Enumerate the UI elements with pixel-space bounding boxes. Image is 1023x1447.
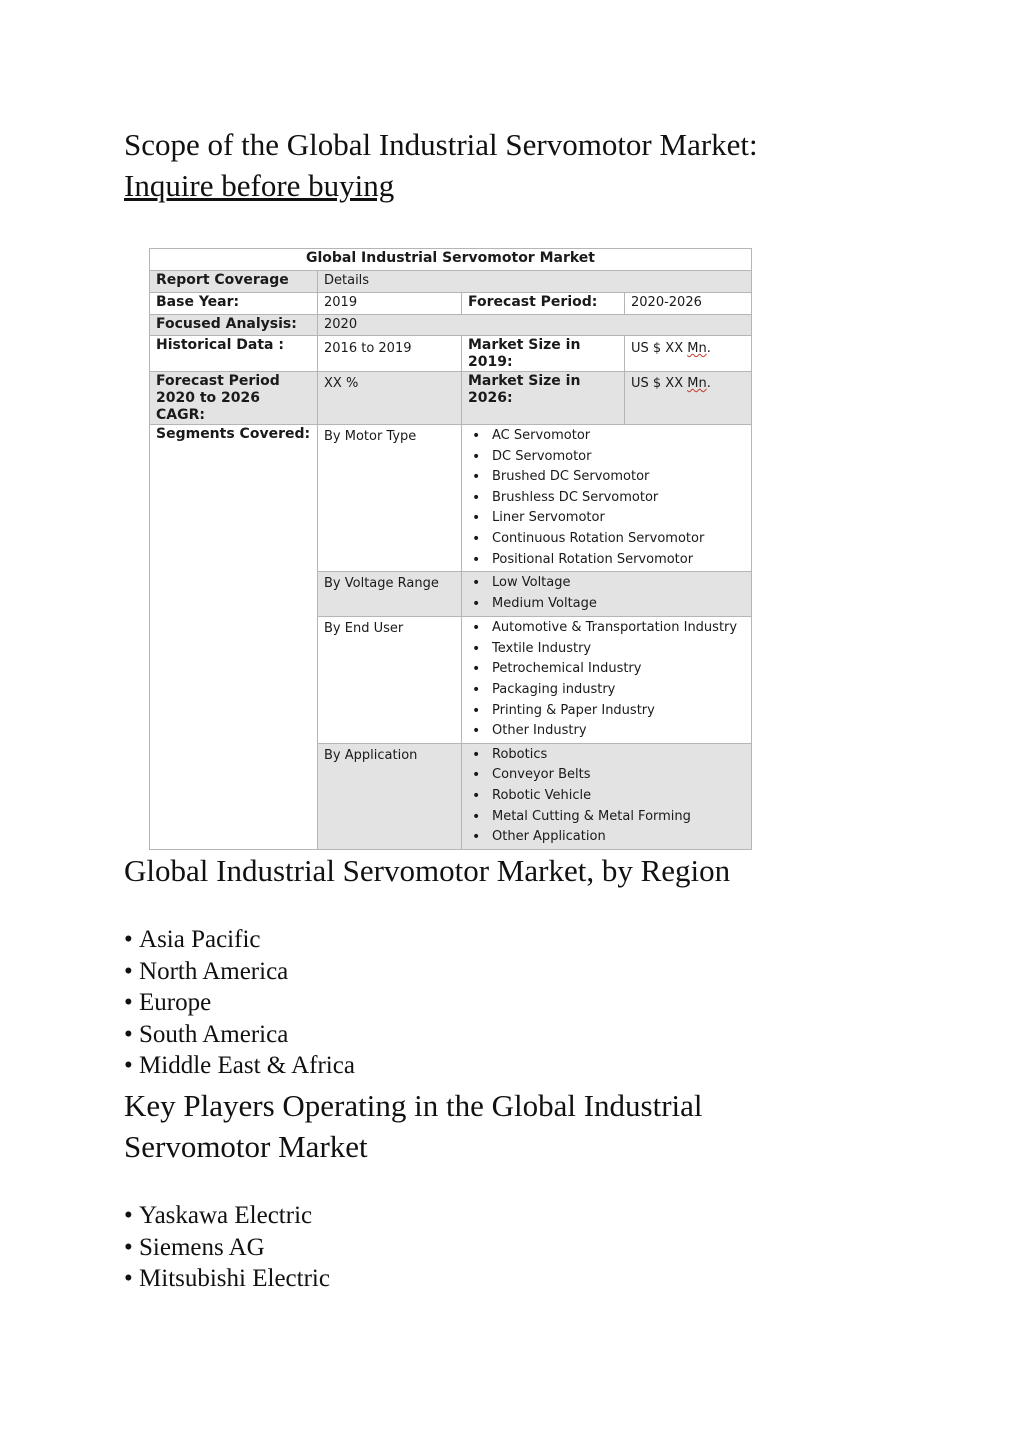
region-list (124, 924, 355, 1082)
list-item: • Robotics (492, 745, 747, 766)
list-item: • Packaging industry (492, 680, 747, 701)
list-item: • Metal Cutting & Metal Forming (492, 807, 747, 828)
historical-data-value: 2016 to 2019 (318, 336, 462, 372)
market-size-2026-value: US $ XX Mn. (625, 372, 752, 425)
report-coverage-value: Details (318, 271, 752, 293)
scope-heading: Scope of the Global Industrial Servomotor Market: (124, 127, 758, 162)
cagr-label: Forecast Period 2020 to 2026 CAGR: (150, 372, 318, 425)
list-item: • Europe (124, 987, 355, 1019)
base-year-label: Base Year: (150, 293, 318, 315)
segment-items (462, 617, 752, 744)
list-item: • Other Industry (492, 721, 747, 742)
list-item: • Robotic Vehicle (492, 786, 747, 807)
focused-analysis-label: Focused Analysis: (150, 315, 318, 336)
base-year-value: 2019 (318, 293, 462, 315)
list-item: • Medium Voltage (492, 594, 747, 615)
list-item: • Low Voltage (492, 573, 747, 594)
segment-name: By Motor Type (318, 425, 462, 572)
market-size-2019-value: US $ XX Mn. (625, 336, 752, 372)
list-item: • Other Application (492, 827, 747, 848)
list-item: • South America (124, 1019, 355, 1051)
list-item: • Petrochemical Industry (492, 659, 747, 680)
list-item: • Siemens AG (124, 1232, 330, 1264)
list-item: • Brushless DC Servomotor (492, 488, 747, 509)
key-players-heading: Key Players Operating in the Global Industrial Servomotor Market (124, 1088, 703, 1164)
list-item: • Conveyor Belts (492, 765, 747, 786)
market-size-2026-label: Market Size in 2026: (462, 372, 625, 425)
list-item: • DC Servomotor (492, 447, 747, 468)
market-size-2019-label: Market Size in 2019: (462, 336, 625, 372)
list-item: • Brushed DC Servomotor (492, 467, 747, 488)
region-heading: Global Industrial Servomotor Market, by Region (124, 853, 731, 888)
list-item: • Yaskawa Electric (124, 1200, 330, 1232)
segment-name: By Voltage Range (318, 572, 462, 617)
market-scope-table (149, 248, 751, 845)
table-title: Global Industrial Servomotor Market (150, 249, 752, 271)
segment-name: By End User (318, 617, 462, 744)
inquire-link[interactable]: Inquire before buying (124, 168, 395, 203)
list-item: • Mitsubishi Electric (124, 1263, 330, 1295)
list-item: • Positional Rotation Servomotor (492, 550, 747, 571)
historical-data-label: Historical Data : (150, 336, 318, 372)
segments-covered-label: Segments Covered: (150, 425, 318, 850)
list-item: • AC Servomotor (492, 426, 747, 447)
segment-name: By Application (318, 743, 462, 849)
list-item: • Asia Pacific (124, 924, 355, 956)
segment-items (462, 425, 752, 572)
list-item: • Automotive & Transportation Industry (492, 618, 747, 639)
report-coverage-label: Report Coverage (150, 271, 318, 293)
list-item: • North America (124, 956, 355, 988)
key-players-list (124, 1200, 330, 1295)
forecast-period-value: 2020-2026 (625, 293, 752, 315)
segment-items (462, 743, 752, 849)
segment-items (462, 572, 752, 617)
forecast-period-label: Forecast Period: (462, 293, 625, 315)
list-item: • Liner Servomotor (492, 508, 747, 529)
list-item: • Printing & Paper Industry (492, 701, 747, 722)
cagr-value: XX % (318, 372, 462, 425)
list-item: • Middle East & Africa (124, 1050, 355, 1082)
list-item: • Textile Industry (492, 639, 747, 660)
focused-analysis-value: 2020 (318, 315, 752, 336)
list-item: • Continuous Rotation Servomotor (492, 529, 747, 550)
